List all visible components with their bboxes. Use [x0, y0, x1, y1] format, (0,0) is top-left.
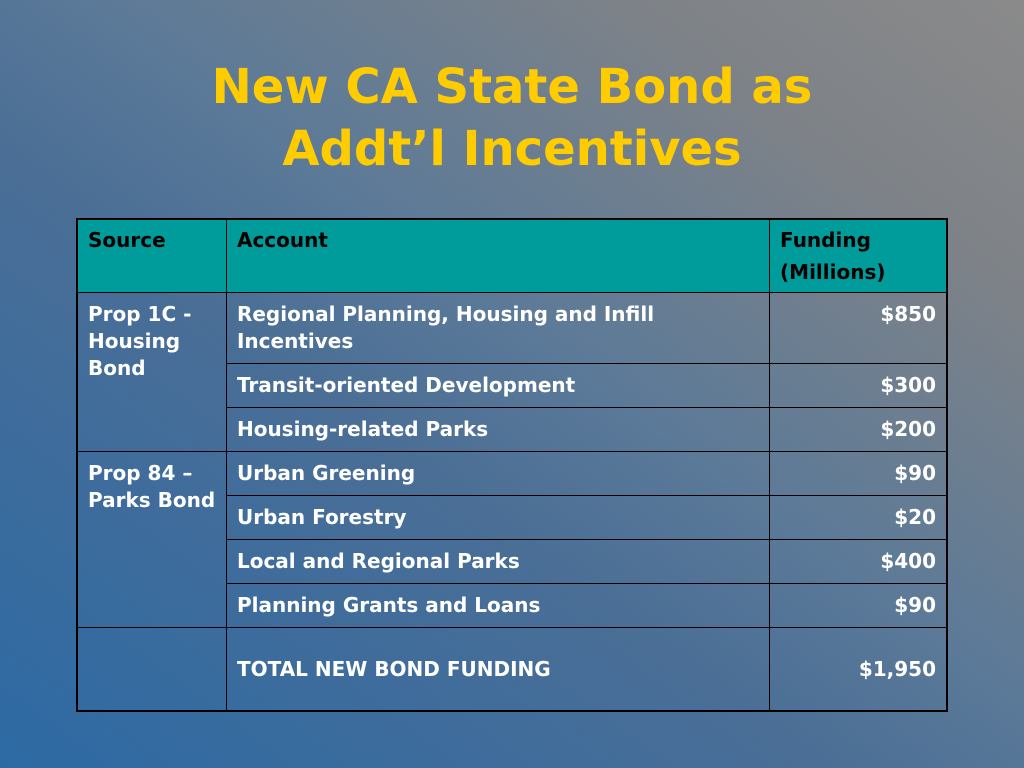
- account-cell: Planning Grants and Loans: [226, 584, 769, 628]
- table-row: [77, 293, 947, 364]
- funding-cell: $850: [770, 293, 947, 364]
- account-cell: Regional Planning, Housing and Infill Incentives: [226, 293, 769, 364]
- account-cell: Urban Forestry: [226, 496, 769, 540]
- account-cell: Housing-related Parks: [226, 408, 769, 452]
- header-account: Account: [226, 219, 769, 293]
- total-label: TOTAL NEW BOND FUNDING: [226, 628, 769, 712]
- header-funding-line-1: Funding: [780, 228, 871, 252]
- bond-funding-table: [76, 218, 948, 712]
- title-line-1: New CA State Bond as: [211, 59, 813, 115]
- funding-cell: $300: [770, 364, 947, 408]
- source-cell-prop-1c: Prop 1C - Housing Bond: [77, 293, 226, 452]
- total-funding: $1,950: [770, 628, 947, 712]
- slide-title: [0, 56, 1024, 180]
- funding-cell: $90: [770, 452, 947, 496]
- funding-cell: $400: [770, 540, 947, 584]
- total-row: [77, 628, 947, 712]
- header-funding-line-2: (Millions): [780, 260, 886, 284]
- funding-cell: $20: [770, 496, 947, 540]
- account-cell: Local and Regional Parks: [226, 540, 769, 584]
- table-header-row: [77, 219, 947, 293]
- total-source-cell: [77, 628, 226, 712]
- funding-cell: $200: [770, 408, 947, 452]
- table-row: [77, 452, 947, 496]
- funding-cell: $90: [770, 584, 947, 628]
- title-line-2: Addt’l Incentives: [282, 121, 742, 177]
- source-cell-prop-84: Prop 84 – Parks Bond: [77, 452, 226, 628]
- header-source: Source: [77, 219, 226, 293]
- account-cell: Transit-oriented Development: [226, 364, 769, 408]
- header-funding: [770, 219, 947, 293]
- account-cell: Urban Greening: [226, 452, 769, 496]
